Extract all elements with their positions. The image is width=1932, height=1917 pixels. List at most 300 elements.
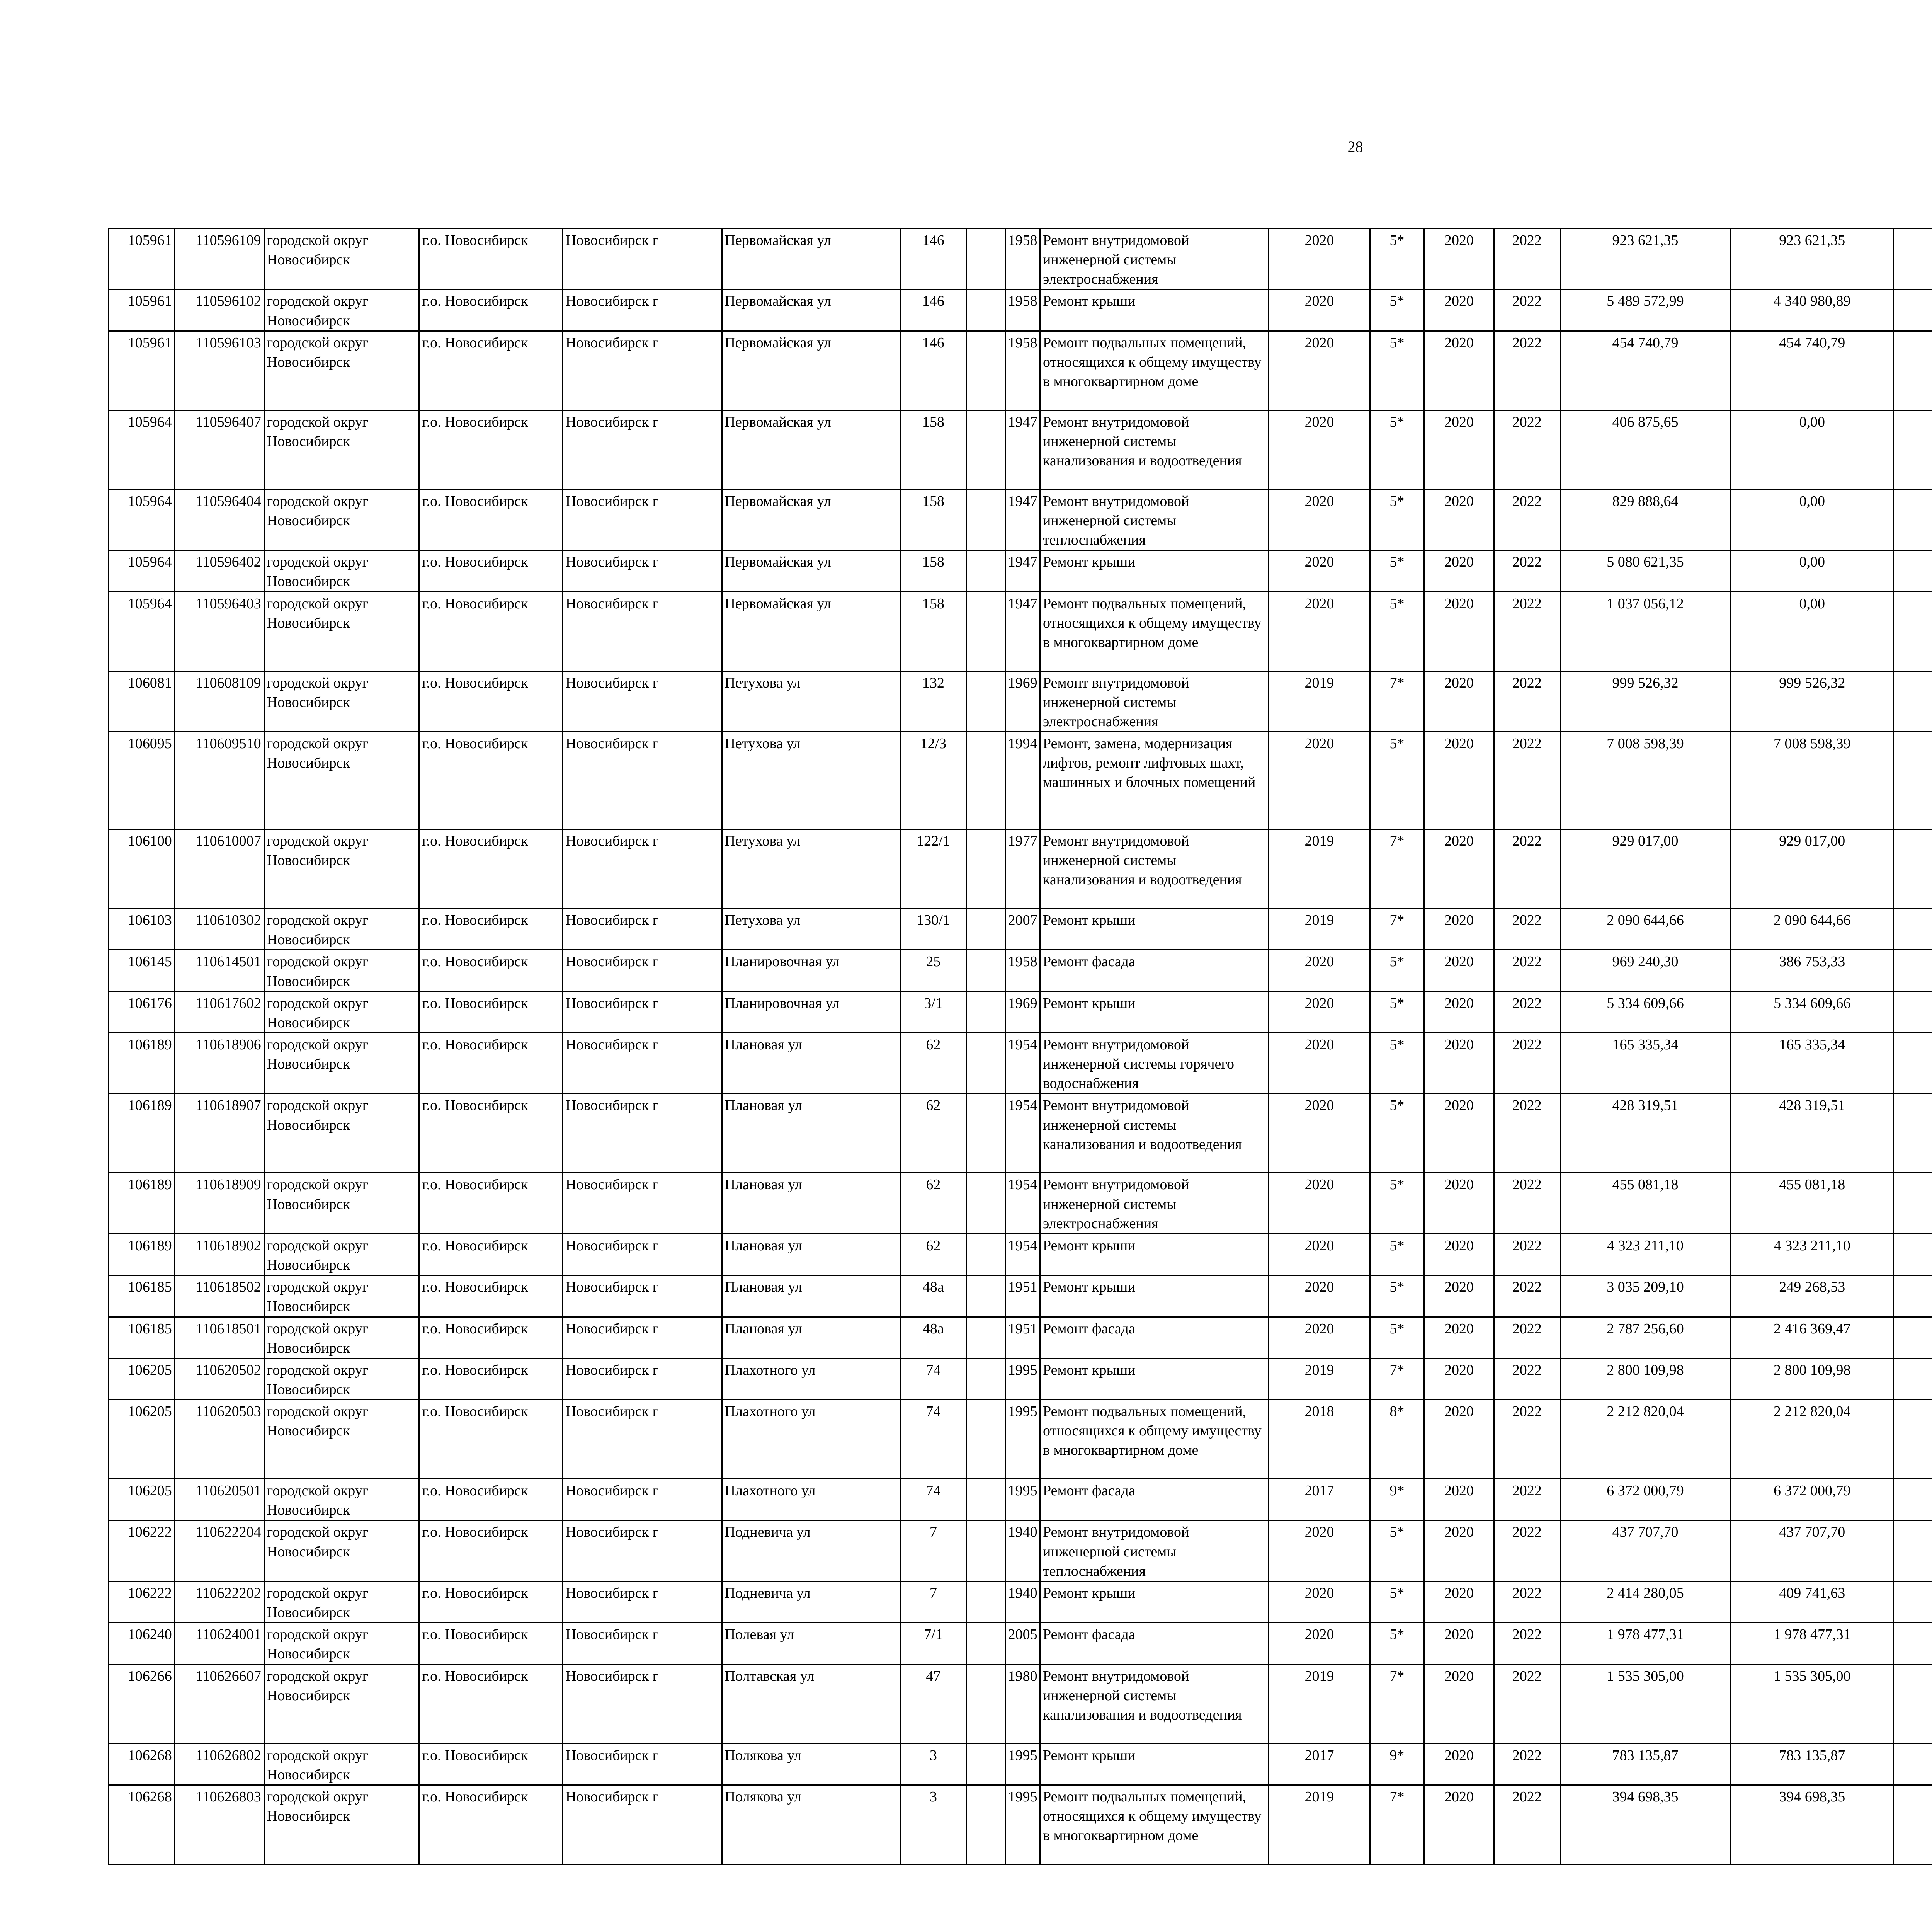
cell-last-repair-year: 2020 (1269, 550, 1370, 592)
cell-house-number: 130/1 (900, 909, 966, 950)
cell-plan-end-year: 2022 (1494, 1581, 1560, 1622)
cell-locality: Новосибирск г (563, 289, 722, 331)
cell-plan-start-year: 2020 (1424, 732, 1494, 829)
cell-build-year: 1954 (1005, 1094, 1040, 1173)
cell-priority-mark: 5* (1370, 1317, 1424, 1358)
cell-build-year: 1947 (1005, 592, 1040, 671)
cell-fund-cost: 2 090 644,66 (1731, 909, 1894, 950)
cell-locality: Новосибирск г (563, 331, 722, 410)
cell-plan-start-year: 2020 (1424, 1743, 1494, 1785)
cell-priority-mark: 5* (1370, 991, 1424, 1033)
cell-plan-end-year: 2022 (1494, 331, 1560, 410)
table-row (109, 950, 1932, 991)
cell-house-id: 106100 (109, 829, 175, 909)
cell-last-repair-year: 2020 (1269, 331, 1370, 410)
cell-municipality: городской округ Новосибирск (264, 732, 419, 829)
cell-budget-cost (1894, 1173, 1932, 1234)
cell-total-cost: 428 319,51 (1560, 1094, 1731, 1173)
cell-plan-start-year: 2020 (1424, 1479, 1494, 1520)
cell-priority-mark: 5* (1370, 229, 1424, 289)
table-row (109, 671, 1932, 732)
cell-plan-end-year: 2022 (1494, 489, 1560, 550)
cell-work-type: Ремонт, замена, модернизация лифтов, ремонт лифтовых шахт, машинных и блочных помещений (1040, 732, 1269, 829)
cell-house-id: 106081 (109, 671, 175, 732)
cell-locality: Новосибирск г (563, 991, 722, 1033)
cell-house-number: 12/3 (900, 732, 966, 829)
cell-work-id: 110618501 (175, 1317, 264, 1358)
cell-building (966, 1094, 1005, 1173)
cell-build-year: 1954 (1005, 1033, 1040, 1093)
cell-budget-cost (1894, 229, 1932, 289)
cell-locality: Новосибирск г (563, 671, 722, 732)
cell-priority-mark: 5* (1370, 1623, 1424, 1664)
cell-build-year: 1954 (1005, 1173, 1040, 1234)
cell-house-id: 106205 (109, 1358, 175, 1399)
cell-budget-cost (1894, 592, 1932, 671)
cell-total-cost: 999 526,32 (1560, 671, 1731, 732)
cell-house-id: 106189 (109, 1094, 175, 1173)
cell-work-id: 110622204 (175, 1520, 264, 1581)
cell-work-id: 110596404 (175, 489, 264, 550)
cell-priority-mark: 5* (1370, 289, 1424, 331)
cell-building (966, 1317, 1005, 1358)
cell-priority-mark: 5* (1370, 950, 1424, 991)
cell-plan-end-year: 2022 (1494, 550, 1560, 592)
cell-plan-end-year: 2022 (1494, 410, 1560, 489)
cell-work-type: Ремонт крыши (1040, 991, 1269, 1033)
cell-total-cost: 165 335,34 (1560, 1033, 1731, 1093)
cell-budget-cost (1894, 732, 1932, 829)
cell-work-type: Ремонт внутридомовой инженерной системы канализования и водоотведения (1040, 1664, 1269, 1743)
cell-work-id: 110626607 (175, 1664, 264, 1743)
cell-city-district: г.о. Новосибирск (419, 732, 563, 829)
cell-priority-mark: 5* (1370, 1094, 1424, 1173)
cell-plan-end-year: 2022 (1494, 289, 1560, 331)
cell-plan-start-year: 2020 (1424, 829, 1494, 909)
cell-total-cost: 5 334 609,66 (1560, 991, 1731, 1033)
cell-work-id: 110610302 (175, 909, 264, 950)
cell-street: Первомайская ул (722, 592, 900, 671)
cell-fund-cost: 4 340 980,89 (1731, 289, 1894, 331)
cell-locality: Новосибирск г (563, 1743, 722, 1785)
cell-municipality: городской округ Новосибирск (264, 1094, 419, 1173)
cell-city-district: г.о. Новосибирск (419, 289, 563, 331)
table-row (109, 1479, 1932, 1520)
cell-work-id: 110596102 (175, 289, 264, 331)
cell-house-number: 146 (900, 229, 966, 289)
cell-work-type: Ремонт крыши (1040, 909, 1269, 950)
cell-last-repair-year: 2019 (1269, 909, 1370, 950)
cell-street: Первомайская ул (722, 289, 900, 331)
table-row (109, 1275, 1932, 1317)
cell-plan-start-year: 2020 (1424, 1275, 1494, 1317)
cell-plan-start-year: 2020 (1424, 1234, 1494, 1275)
cell-plan-start-year: 2020 (1424, 489, 1494, 550)
cell-total-cost: 406 875,65 (1560, 410, 1731, 489)
cell-city-district: г.о. Новосибирск (419, 829, 563, 909)
cell-municipality: городской округ Новосибирск (264, 1581, 419, 1622)
cell-work-id: 110626803 (175, 1785, 264, 1864)
cell-work-id: 110596402 (175, 550, 264, 592)
cell-build-year: 1954 (1005, 1234, 1040, 1275)
table-row (109, 1743, 1932, 1785)
cell-fund-cost: 783 135,87 (1731, 1743, 1894, 1785)
cell-municipality: городской округ Новосибирск (264, 1173, 419, 1234)
cell-city-district: г.о. Новосибирск (419, 229, 563, 289)
cell-city-district: г.о. Новосибирск (419, 1520, 563, 1581)
cell-work-type: Ремонт фасада (1040, 1623, 1269, 1664)
cell-work-type: Ремонт внутридомовой инженерной системы канализования и водоотведения (1040, 829, 1269, 909)
cell-plan-start-year: 2020 (1424, 1581, 1494, 1622)
cell-street: Плахотного ул (722, 1400, 900, 1479)
cell-plan-end-year: 2022 (1494, 1520, 1560, 1581)
cell-street: Планировочная ул (722, 950, 900, 991)
cell-last-repair-year: 2020 (1269, 1234, 1370, 1275)
cell-plan-start-year: 2020 (1424, 1520, 1494, 1581)
cell-priority-mark: 7* (1370, 1664, 1424, 1743)
cell-plan-end-year: 2022 (1494, 991, 1560, 1033)
cell-plan-start-year: 2020 (1424, 1358, 1494, 1399)
cell-work-type: Ремонт фасада (1040, 950, 1269, 991)
cell-total-cost: 783 135,87 (1560, 1743, 1731, 1785)
cell-plan-end-year: 2022 (1494, 671, 1560, 732)
table-row (109, 410, 1932, 489)
cell-last-repair-year: 2017 (1269, 1743, 1370, 1785)
cell-work-type: Ремонт внутридомовой инженерной системы электроснабжения (1040, 671, 1269, 732)
cell-build-year: 1994 (1005, 732, 1040, 829)
cell-plan-end-year: 2022 (1494, 1479, 1560, 1520)
cell-total-cost: 437 707,70 (1560, 1520, 1731, 1581)
cell-last-repair-year: 2020 (1269, 1033, 1370, 1093)
cell-house-id: 106185 (109, 1275, 175, 1317)
cell-work-type: Ремонт крыши (1040, 1581, 1269, 1622)
cell-street: Плановая ул (722, 1317, 900, 1358)
cell-total-cost: 2 414 280,05 (1560, 1581, 1731, 1622)
cell-priority-mark: 5* (1370, 1234, 1424, 1275)
cell-plan-end-year: 2022 (1494, 1234, 1560, 1275)
cell-city-district: г.о. Новосибирск (419, 410, 563, 489)
cell-city-district: г.о. Новосибирск (419, 1400, 563, 1479)
cell-house-id: 105964 (109, 410, 175, 489)
cell-locality: Новосибирск г (563, 1664, 722, 1743)
cell-work-type: Ремонт внутридомовой инженерной системы горячего водоснабжения (1040, 1033, 1269, 1093)
cell-fund-cost: 165 335,34 (1731, 1033, 1894, 1093)
cell-fund-cost: 999 526,32 (1731, 671, 1894, 732)
cell-last-repair-year: 2019 (1269, 1358, 1370, 1399)
cell-last-repair-year: 2020 (1269, 592, 1370, 671)
cell-city-district: г.о. Новосибирск (419, 1743, 563, 1785)
cell-work-id: 110617602 (175, 991, 264, 1033)
cell-city-district: г.о. Новосибирск (419, 331, 563, 410)
cell-street: Первомайская ул (722, 229, 900, 289)
cell-house-number: 62 (900, 1094, 966, 1173)
cell-house-number: 158 (900, 489, 966, 550)
cell-work-type: Ремонт подвальных помещений, относящихся к общему имуществу в многоквартирном доме (1040, 1785, 1269, 1864)
cell-fund-cost: 0,00 (1731, 592, 1894, 671)
cell-building (966, 550, 1005, 592)
table-row (109, 1173, 1932, 1234)
cell-fund-cost: 386 753,33 (1731, 950, 1894, 991)
cell-city-district: г.о. Новосибирск (419, 1479, 563, 1520)
cell-street: Первомайская ул (722, 331, 900, 410)
cell-city-district: г.о. Новосибирск (419, 1623, 563, 1664)
cell-house-number: 74 (900, 1400, 966, 1479)
cell-work-type: Ремонт крыши (1040, 1275, 1269, 1317)
cell-work-id: 110596103 (175, 331, 264, 410)
cell-priority-mark: 8* (1370, 1400, 1424, 1479)
cell-locality: Новосибирск г (563, 489, 722, 550)
cell-house-id: 105961 (109, 289, 175, 331)
cell-plan-end-year: 2022 (1494, 1664, 1560, 1743)
cell-street: Первомайская ул (722, 489, 900, 550)
cell-plan-end-year: 2022 (1494, 829, 1560, 909)
cell-last-repair-year: 2017 (1269, 1479, 1370, 1520)
cell-building (966, 732, 1005, 829)
cell-last-repair-year: 2020 (1269, 732, 1370, 829)
cell-building (966, 1623, 1005, 1664)
cell-last-repair-year: 2019 (1269, 1664, 1370, 1743)
cell-priority-mark: 5* (1370, 410, 1424, 489)
cell-last-repair-year: 2020 (1269, 991, 1370, 1033)
cell-street: Петухова ул (722, 671, 900, 732)
cell-municipality: городской округ Новосибирск (264, 289, 419, 331)
cell-total-cost: 394 698,35 (1560, 1785, 1731, 1864)
cell-fund-cost: 249 268,53 (1731, 1275, 1894, 1317)
cell-fund-cost: 6 372 000,79 (1731, 1479, 1894, 1520)
cell-last-repair-year: 2020 (1269, 489, 1370, 550)
table-row (109, 592, 1932, 671)
cell-city-district: г.о. Новосибирск (419, 550, 563, 592)
cell-house-id: 106189 (109, 1173, 175, 1234)
cell-house-number: 25 (900, 950, 966, 991)
cell-fund-cost: 454 740,79 (1731, 331, 1894, 410)
cell-plan-end-year: 2022 (1494, 1317, 1560, 1358)
cell-city-district: г.о. Новосибирск (419, 909, 563, 950)
cell-budget-cost (1894, 1317, 1932, 1358)
cell-building (966, 592, 1005, 671)
cell-house-id: 105964 (109, 550, 175, 592)
cell-house-id: 106222 (109, 1581, 175, 1622)
cell-street: Плановая ул (722, 1275, 900, 1317)
cell-build-year: 1958 (1005, 289, 1040, 331)
cell-budget-cost (1894, 1743, 1932, 1785)
cell-locality: Новосибирск г (563, 1358, 722, 1399)
cell-municipality: городской округ Новосибирск (264, 829, 419, 909)
table-row (109, 1581, 1932, 1622)
cell-city-district: г.о. Новосибирск (419, 1094, 563, 1173)
cell-total-cost: 3 035 209,10 (1560, 1275, 1731, 1317)
cell-build-year: 1958 (1005, 229, 1040, 289)
cell-house-number: 62 (900, 1234, 966, 1275)
cell-last-repair-year: 2020 (1269, 1094, 1370, 1173)
cell-street: Полтавская ул (722, 1664, 900, 1743)
cell-build-year: 1947 (1005, 489, 1040, 550)
cell-fund-cost: 0,00 (1731, 489, 1894, 550)
cell-total-cost: 929 017,00 (1560, 829, 1731, 909)
cell-last-repair-year: 2019 (1269, 1785, 1370, 1864)
cell-locality: Новосибирск г (563, 1479, 722, 1520)
cell-house-id: 106268 (109, 1743, 175, 1785)
cell-house-number: 146 (900, 331, 966, 410)
table-row (109, 331, 1932, 410)
cell-budget-cost (1894, 1623, 1932, 1664)
cell-build-year: 2005 (1005, 1623, 1040, 1664)
cell-last-repair-year: 2020 (1269, 1275, 1370, 1317)
cell-municipality: городской округ Новосибирск (264, 1358, 419, 1399)
cell-work-type: Ремонт крыши (1040, 289, 1269, 331)
cell-city-district: г.о. Новосибирск (419, 1358, 563, 1399)
cell-work-type: Ремонт подвальных помещений, относящихся к общему имуществу в многоквартирном доме (1040, 592, 1269, 671)
cell-last-repair-year: 2020 (1269, 1173, 1370, 1234)
cell-locality: Новосибирск г (563, 1275, 722, 1317)
cell-work-id: 110620503 (175, 1400, 264, 1479)
cell-building (966, 229, 1005, 289)
cell-house-number: 132 (900, 671, 966, 732)
cell-city-district: г.о. Новосибирск (419, 991, 563, 1033)
cell-locality: Новосибирск г (563, 410, 722, 489)
cell-fund-cost: 4 323 211,10 (1731, 1234, 1894, 1275)
cell-last-repair-year: 2020 (1269, 1317, 1370, 1358)
cell-plan-end-year: 2022 (1494, 732, 1560, 829)
cell-build-year: 1995 (1005, 1743, 1040, 1785)
cell-budget-cost (1894, 410, 1932, 489)
cell-house-number: 158 (900, 410, 966, 489)
cell-house-id: 105964 (109, 592, 175, 671)
cell-locality: Новосибирск г (563, 1173, 722, 1234)
cell-plan-start-year: 2020 (1424, 671, 1494, 732)
cell-house-number: 158 (900, 550, 966, 592)
cell-work-type: Ремонт крыши (1040, 1358, 1269, 1399)
cell-build-year: 1969 (1005, 671, 1040, 732)
table-row (109, 550, 1932, 592)
cell-locality: Новосибирск г (563, 1581, 722, 1622)
cell-build-year: 1951 (1005, 1317, 1040, 1358)
cell-building (966, 991, 1005, 1033)
cell-fund-cost: 2 212 820,04 (1731, 1400, 1894, 1479)
cell-work-id: 110620501 (175, 1479, 264, 1520)
cell-street: Подневича ул (722, 1520, 900, 1581)
cell-build-year: 1947 (1005, 410, 1040, 489)
table-row (109, 732, 1932, 829)
cell-fund-cost: 2 416 369,47 (1731, 1317, 1894, 1358)
cell-plan-start-year: 2020 (1424, 410, 1494, 489)
cell-building (966, 1275, 1005, 1317)
cell-plan-end-year: 2022 (1494, 1358, 1560, 1399)
table-row (109, 489, 1932, 550)
cell-municipality: городской округ Новосибирск (264, 1623, 419, 1664)
cell-work-type: Ремонт фасада (1040, 1479, 1269, 1520)
cell-street: Плановая ул (722, 1173, 900, 1234)
cell-last-repair-year: 2020 (1269, 1581, 1370, 1622)
cell-build-year: 1947 (1005, 550, 1040, 592)
cell-municipality: городской округ Новосибирск (264, 550, 419, 592)
table-row (109, 829, 1932, 909)
cell-plan-start-year: 2020 (1424, 229, 1494, 289)
table-row (109, 229, 1932, 289)
table-row (109, 1623, 1932, 1664)
cell-last-repair-year: 2019 (1269, 671, 1370, 732)
cell-budget-cost (1894, 909, 1932, 950)
cell-work-id: 110610007 (175, 829, 264, 909)
cell-work-id: 110618906 (175, 1033, 264, 1093)
cell-locality: Новосибирск г (563, 1094, 722, 1173)
table-row (109, 1094, 1932, 1173)
cell-budget-cost (1894, 1358, 1932, 1399)
cell-city-district: г.о. Новосибирск (419, 1317, 563, 1358)
cell-building (966, 1234, 1005, 1275)
cell-house-number: 7 (900, 1581, 966, 1622)
cell-work-type: Ремонт внутридомовой инженерной системы канализования и водоотведения (1040, 410, 1269, 489)
cell-street: Плановая ул (722, 1094, 900, 1173)
cell-budget-cost (1894, 1275, 1932, 1317)
cell-work-id: 110608109 (175, 671, 264, 732)
cell-priority-mark: 5* (1370, 489, 1424, 550)
cell-work-id: 110618907 (175, 1094, 264, 1173)
cell-house-number: 3 (900, 1785, 966, 1864)
cell-plan-start-year: 2020 (1424, 1173, 1494, 1234)
table-row (109, 1317, 1932, 1358)
cell-house-id: 105961 (109, 331, 175, 410)
cell-priority-mark: 5* (1370, 331, 1424, 410)
table-row (109, 909, 1932, 950)
table-row (109, 1358, 1932, 1399)
cell-house-number: 48а (900, 1317, 966, 1358)
registry-body (109, 229, 1932, 1864)
cell-fund-cost: 2 800 109,98 (1731, 1358, 1894, 1399)
cell-street: Планировочная ул (722, 991, 900, 1033)
cell-build-year: 1958 (1005, 331, 1040, 410)
cell-plan-start-year: 2020 (1424, 1400, 1494, 1479)
cell-municipality: городской округ Новосибирск (264, 909, 419, 950)
cell-work-id: 110620502 (175, 1358, 264, 1399)
cell-plan-start-year: 2020 (1424, 1317, 1494, 1358)
cell-budget-cost (1894, 289, 1932, 331)
table-row (109, 289, 1932, 331)
cell-budget-cost (1894, 991, 1932, 1033)
cell-house-number: 74 (900, 1479, 966, 1520)
cell-house-id: 106185 (109, 1317, 175, 1358)
table-row (109, 1033, 1932, 1093)
cell-street: Петухова ул (722, 909, 900, 950)
table-row (109, 991, 1932, 1033)
cell-work-id: 110596403 (175, 592, 264, 671)
cell-priority-mark: 5* (1370, 550, 1424, 592)
cell-locality: Новосибирск г (563, 1234, 722, 1275)
cell-priority-mark: 5* (1370, 592, 1424, 671)
cell-locality: Новосибирск г (563, 592, 722, 671)
cell-building (966, 1173, 1005, 1234)
cell-work-id: 110614501 (175, 950, 264, 991)
cell-total-cost: 7 008 598,39 (1560, 732, 1731, 829)
cell-plan-end-year: 2022 (1494, 1275, 1560, 1317)
cell-fund-cost: 1 535 305,00 (1731, 1664, 1894, 1743)
cell-street: Плахотного ул (722, 1358, 900, 1399)
cell-municipality: городской округ Новосибирск (264, 1400, 419, 1479)
cell-city-district: г.о. Новосибирск (419, 489, 563, 550)
cell-fund-cost: 0,00 (1731, 550, 1894, 592)
cell-building (966, 1358, 1005, 1399)
cell-house-id: 106189 (109, 1234, 175, 1275)
cell-house-id: 106103 (109, 909, 175, 950)
cell-budget-cost (1894, 950, 1932, 991)
registry-table (108, 228, 1932, 1865)
cell-build-year: 1995 (1005, 1358, 1040, 1399)
cell-total-cost: 5 080 621,35 (1560, 550, 1731, 592)
cell-house-number: 62 (900, 1173, 966, 1234)
cell-street: Плахотного ул (722, 1479, 900, 1520)
cell-total-cost: 969 240,30 (1560, 950, 1731, 991)
cell-priority-mark: 7* (1370, 1358, 1424, 1399)
